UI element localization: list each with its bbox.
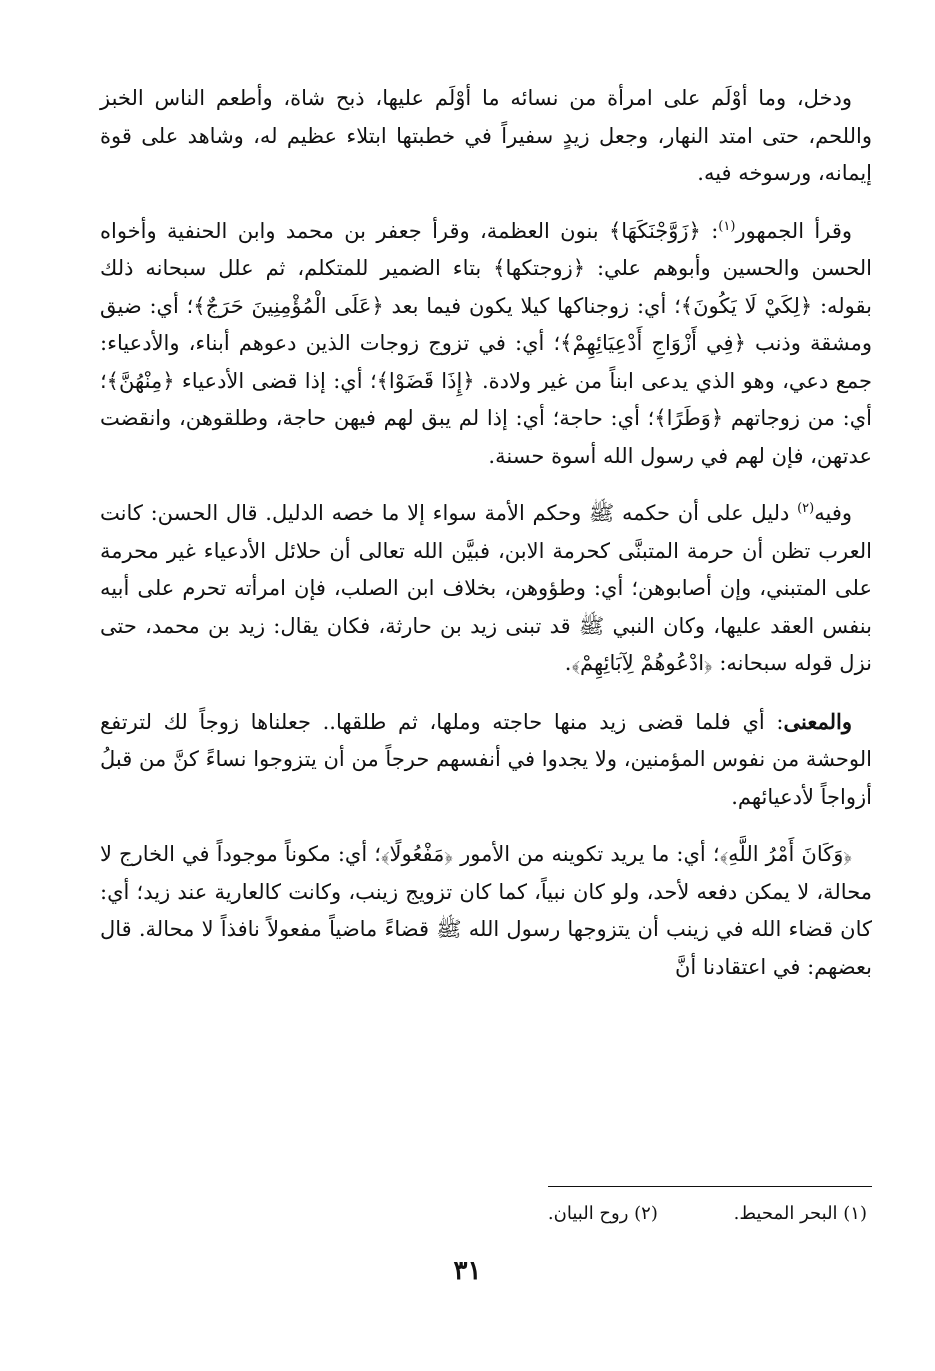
paragraph-1 (100, 80, 872, 193)
page-body (100, 80, 872, 1006)
paragraph-2-text: : ﴿زَوَّجْنَكَهَا﴾ بنون العظمة، وقرأ جعفر بن محمد وابن الحنفية وأخواه الحسن والحسين وأبوهم علي: ﴿زوجتكها﴾ بتاء الضمير للمتكلم، ثم علل سبحانه ذلك بقوله: ﴿لِكَيْ لَا يَكُونَ﴾؛ أي: زوجناكها كيلا يكون فيما بعد ﴿عَلَى الْمُؤْمِنِينَ حَرَجٌ﴾؛ أي: ضيق ومشقة وذنب ﴿فِي أَزْوَاجِ أَدْعِيَائِهِمْ﴾؛ أي: في تزوج زوجات الذين دعوهم أبناء، والأدعياء: جمع دعي، وهو الذي يدعى ابناً من غير ولادة. ﴿إِذَا قَضَوْا﴾؛ أي: إذا قضى الأدعياء ﴿مِنْهُنَّ﴾؛ أي: من زوجاتهم ﴿وَطَرًا﴾؛ أي: حاجة؛ أي: إذا لم يبق لهم فيهن حاجة، وطلقوهن، وانقضت عدتهن، فإن لهم في رسول الله أسوة حسنة. (100, 218, 873, 468)
footnote-1: (١) البحر المحيط. (733, 1203, 867, 1224)
paragraph-2-lead: وقرأ الجمهور (735, 218, 852, 243)
paragraph-5 (100, 836, 872, 986)
paragraph-4-lead: والمعنى (783, 708, 852, 734)
paragraph-3 (100, 495, 872, 683)
footnote-divider (548, 1186, 872, 1187)
paragraph-4-text: : أي فلما قضى زيد منها حاجته وملها، ثم طلقها.. جعلناها زوجاً لك لترتفع الوحشة من نفوس المؤمنين، ولا يجدوا في أنفسهم حرجاً من أن يتزوجوا نساءً كنَّ من قبلُ أزواجاً لأدعيائهم. (100, 709, 872, 809)
footnotes (548, 1203, 867, 1224)
page-number: ٣١ (453, 1256, 482, 1286)
paragraph-4 (100, 703, 872, 817)
paragraph-2 (100, 213, 872, 476)
paragraph-5-text: ﴿وَكَانَ أَمْرُ اللَّهِ﴾؛ أي: ما يريد تكوينه من الأمور ﴿مَفْعُولًا﴾؛ أي: مكوناً موجوداً في الخارج لا محالة، لا يمكن دفعه لأحد، ولو كان نبياً، كما كان تزويج زينب، وكانت كالعارية عند زيد؛ أي: كان قضاء الله في زينب أن يتزوجها رسول الله ﷺ قضاءً ماضياً مفعولاً نافذاً لا محالة. قال بعضهم: في اعتقادنا أنَّ (100, 842, 872, 979)
paragraph-1-text: ودخل، وما أوْلَم على امرأة من نسائه ما أوْلَم عليها، ذبح شاة، وأطعم الناس الخبز واللحم، حتى امتد النهار، وجعل زيدٍ سفيراً في خطبتها ابتلاء عظيم له، وشاهد على قوة إيمانه، ورسوخه فيه. (100, 86, 872, 185)
footnote-ref-1[interactable]: (١) (718, 218, 736, 234)
footnote-2: (٢) روح البيان. (547, 1203, 658, 1224)
paragraph-3-lead: وفيه (814, 501, 852, 525)
footnote-ref-2[interactable]: (٢) (797, 501, 815, 516)
paragraph-3-text: دليل على أن حكمه ﷺ وحكم الأمة سواء إلا ما خصه الدليل. قال الحسن: كانت العرب تظن أن حرمة المتبنَّى كحرمة الابن، فبيَّن الله تعالى أن حلائل الأدعياء غير محرمة على المتبني، وإن أصابوهن؛ أي: وطؤوهن، بخلاف ابن الصلب، فإن امرأته تحرم على أبيه بنفس العقد عليها، وكان النبي ﷺ قد تبنى زيد بن حارثة، فكان يقال: زيد بن محمد، حتى نزل قوله سبحانه: ﴿ادْعُوهُمْ لِآبَائِهِمْ﴾. (100, 501, 872, 675)
